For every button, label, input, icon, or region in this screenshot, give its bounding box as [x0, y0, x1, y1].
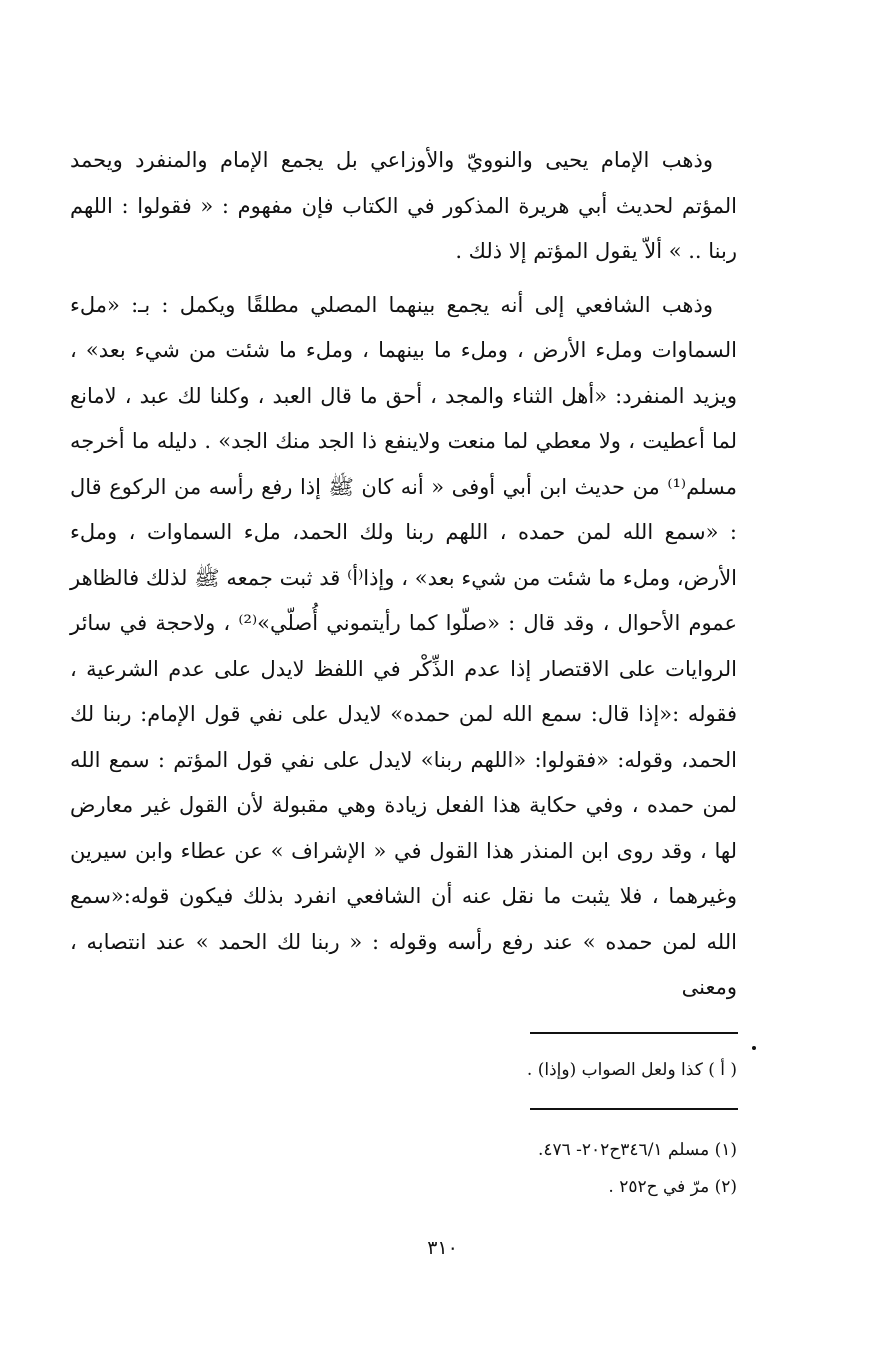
footnote-2: (٢) مرّ في ح٢٥٢ .: [608, 1177, 737, 1197]
footnote-separator-bottom: [530, 1108, 738, 1110]
footnote-separator-top: [530, 1032, 738, 1034]
margin-dot: [752, 1046, 756, 1050]
paragraph-1: وذهب الإمام يحيى والنوويّ والأوزاعي بل يجمع الإمام والمنفرد ويحمد المؤتم لحديث أبي هريرة المذكور في الكتاب فإن مفهوم : « فقولوا : اللهم ربنا .. » ألاّ يقول المؤتم إلا ذلك .: [70, 148, 737, 263]
page-number: ٣١٠: [427, 1237, 458, 1259]
editor-note: ( أ ) كذا ولعل الصواب (وإذا) .: [526, 1060, 737, 1080]
paragraph-2: وذهب الشافعي إلى أنه يجمع بينهما المصلي مطلقًا ويكمل : بـ: «ملء السماوات وملء الأرض ، وملء ما بينهما ، وملء ما شئت من شيء بعد» ، ويزيد المنفرد: «أهل الثناء والمجد ، أحق ما قال العبد ، وكلنا لك عبد ، لامانع لما أعطيت ، ولا معطي لما منعت ولاينفع ذا الجد منك الجد» . دليله ما أخرجه مسلم⁽¹⁾ من حديث ابن أبي أوفى « أنه كان ﷺ إذا رفع رأسه من الركوع قال : «سمع الله لمن حمده ، اللهم ربنا ولك الحمد، ملء السماوات ، وملء الأرض، وملء ما شئت من شيء بعد» ، وإذا⁽أ⁾ قد ثبت جمعه ﷺ لذلك فالظاهر عموم الأحوال ، وقد قال : «صلّوا كما رأيتموني أُصلّي»⁽²⁾ ، ولاحجة في سائر الروايات على الاقتصار إذا عدم الذِّكْر في اللفظ لايدل على عدم الشرعية ، فقوله :«إذا قال: سمع الله لمن حمده» لايدل على نفي قول الإمام: ربنا لك الحمد، وقوله: «فقولوا: «اللهم ربنا» لايدل على نفي قول المؤتم : سمع الله لمن حمده ، وفي حكاية هذا الفعل زيادة وهي مقبولة لأن القول غير معارض لها ، وقد روى ابن المنذر هذا القول في « الإشراف » عن عطاء وابن سيرين وغيرهما ، فلا يثبت ما نقل عنه أن الشافعي انفرد بذلك فيكون قوله:«سمع الله لمن حمده » عند رفع رأسه وقوله : « ربنا لك الحمد » عند انتصابه ، ومعنى: [70, 292, 737, 999]
footnote-1: (١) مسلم ٣٤٦/١ح٢٠٢- ٤٧٦.: [537, 1140, 737, 1160]
main-text: [70, 138, 737, 1011]
